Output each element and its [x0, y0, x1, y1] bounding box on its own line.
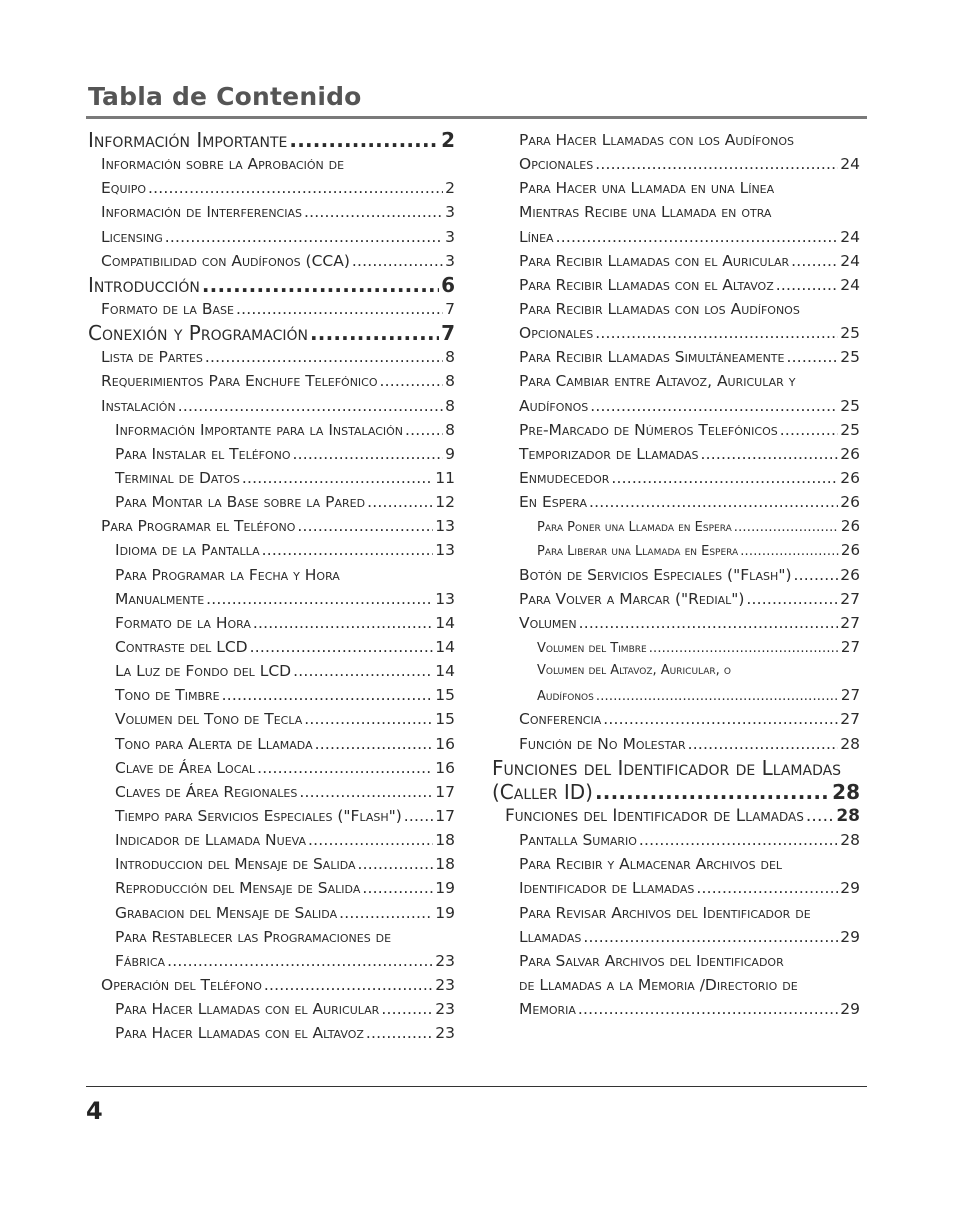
toc-entry-line: Mientras Recibe una Llamada en otra	[519, 203, 772, 222]
toc-entry[interactable]: Función de No Molestar ..... 28	[492, 732, 860, 756]
page-ref: 26	[840, 541, 860, 560]
page-ref: 7	[445, 299, 455, 318]
toc-entry[interactable]: Fábrica ..... 23	[88, 949, 455, 973]
toc-entry[interactable]: Información de Interferencias ..... 3	[88, 200, 455, 224]
toc-entry-line: Para Hacer una Llamada en una Línea	[519, 179, 775, 198]
toc-entry[interactable]: (Caller ID) ..... 28	[492, 780, 860, 804]
page-ref: 28	[840, 831, 860, 850]
page-ref: 24	[840, 155, 860, 174]
toc-entry-line: Para Recibir y Almacenar Archivos del	[519, 855, 783, 874]
toc-entry-line: Para Programar la Fecha y Hora	[115, 565, 340, 584]
toc-entry[interactable]: Introduccion del Mensaje de Salida ..... 18	[88, 852, 455, 876]
toc-entry[interactable]: Lista de Partes ..... 8	[88, 345, 455, 369]
page-ref: 16	[435, 758, 455, 777]
toc-entry[interactable]: Conferencia ..... 27	[492, 707, 860, 731]
toc-entry[interactable]: Llamadas ..... 29	[492, 925, 860, 949]
page-ref: 27	[840, 613, 860, 632]
page-ref: 24	[840, 251, 860, 270]
page-ref: 7	[441, 321, 455, 346]
page-number: 4	[86, 1097, 103, 1125]
page-ref: 15	[435, 686, 455, 705]
toc-entry[interactable]: Volumen del Timbre ..... 27	[492, 635, 860, 659]
toc-entry[interactable]: Audífonos ..... 27	[492, 683, 860, 707]
toc-entry[interactable]: Clave de Área Local ..... 16	[88, 756, 455, 780]
page-ref: 13	[435, 517, 455, 536]
page-ref: 14	[435, 637, 455, 656]
page-ref: 29	[840, 927, 860, 946]
toc-entry[interactable]: Claves de Área Regionales ..... 17	[88, 780, 455, 804]
toc-entry[interactable]: Volumen ..... 27	[492, 611, 860, 635]
toc-entry[interactable]: Tono para Alerta de Llamada ..... 16	[88, 732, 455, 756]
page-ref: 23	[435, 951, 455, 970]
page-ref: 26	[840, 493, 860, 512]
toc-entry[interactable]: Información Importante para la Instalación ..... 8	[88, 418, 455, 442]
page-ref: 18	[435, 855, 455, 874]
toc-entry[interactable]: Información Importante ..... 2	[88, 128, 455, 152]
toc-entry[interactable]: Volumen del Tono de Tecla ..... 15	[88, 707, 455, 731]
page-ref: 14	[435, 613, 455, 632]
toc-entry[interactable]: Grabacion del Mensaje de Salida ..... 19	[88, 901, 455, 925]
page-ref: 23	[435, 975, 455, 994]
toc-entry-line: Para Salvar Archivos del Identificador	[519, 951, 784, 970]
toc-entry[interactable]: Tono de Timbre ..... 15	[88, 683, 455, 707]
toc-entry[interactable]: La Luz de Fondo del LCD ..... 14	[88, 659, 455, 683]
toc-entry[interactable]: Identificador de Llamadas ..... 29	[492, 876, 860, 900]
page-ref: 14	[435, 662, 455, 681]
toc-entry[interactable]: Para Volver a Marcar ("Redial") ..... 27	[492, 587, 860, 611]
toc-entry-line: Para Revisar Archivos del Identificador de	[519, 903, 811, 922]
page-ref: 8	[445, 396, 455, 415]
page-ref: 19	[435, 879, 455, 898]
toc-entry[interactable]: Formato de la Hora ..... 14	[88, 611, 455, 635]
toc-entry-line: Información sobre la Aprobación de	[101, 155, 345, 174]
toc-entry[interactable]: Temporizador de Llamadas ..... 26	[492, 442, 860, 466]
toc-entry[interactable]: Instalación ..... 8	[88, 394, 455, 418]
toc-entry[interactable]: Opcionales ..... 24	[492, 152, 860, 176]
page-title: Tabla de Contenido	[88, 82, 362, 111]
toc-entry[interactable]: Para Montar la Base sobre la Pared ..... 12	[88, 490, 455, 514]
toc-entry[interactable]: Para Hacer Llamadas con el Auricular ..... 23	[88, 997, 455, 1021]
toc-entry[interactable]: Pre-Marcado de Números Telefónicos ..... 25	[492, 418, 860, 442]
toc-entry-line: Para Cambiar entre Altavoz, Auricular y	[519, 372, 796, 391]
page-ref: 28	[840, 734, 860, 753]
page-ref: 16	[435, 734, 455, 753]
page-ref: 8	[445, 372, 455, 391]
page-ref: 3	[445, 251, 455, 270]
toc-entry[interactable]: Para Poner una Llamada en Espera ..... 26	[492, 514, 860, 538]
toc-entry[interactable]: En Espera ..... 26	[492, 490, 860, 514]
page-ref: 8	[445, 420, 455, 439]
page-ref: 26	[840, 517, 860, 536]
page-ref: 27	[840, 637, 860, 656]
toc-entry[interactable]: Formato de la Base ..... 7	[88, 297, 455, 321]
toc-entry[interactable]: Idioma de la Pantalla ..... 13	[88, 538, 455, 562]
toc-entry[interactable]: Introducción ..... 6	[88, 273, 455, 297]
toc-entry[interactable]: Funciones del Identificador de Llamadas ..... 28	[492, 804, 860, 828]
page-ref: 24	[840, 227, 860, 246]
toc-right-column	[492, 128, 860, 1021]
page-ref: 15	[435, 710, 455, 729]
toc-entry[interactable]: Enmudecedor ..... 26	[492, 466, 860, 490]
page-ref: 27	[840, 589, 860, 608]
page-ref: 13	[435, 589, 455, 608]
title-rule	[86, 116, 867, 119]
toc-entry[interactable]: Botón de Servicios Especiales ("Flash") ..... 26	[492, 563, 860, 587]
toc-entry[interactable]: Para Hacer Llamadas con el Altavoz ..... 23	[88, 1021, 455, 1045]
footer-rule	[86, 1086, 867, 1087]
toc-entry[interactable]: Opcionales ..... 25	[492, 321, 860, 345]
toc-entry[interactable]: Para Instalar el Teléfono ..... 9	[88, 442, 455, 466]
toc-entry-line: de Llamadas a la Memoria /Directorio de	[519, 975, 798, 994]
page-ref: 17	[435, 806, 455, 825]
page-ref: 17	[435, 782, 455, 801]
page-ref: 3	[445, 227, 455, 246]
page-ref: 29	[840, 1000, 860, 1019]
page-ref: 13	[435, 541, 455, 560]
toc-entry[interactable]: Equipo ..... 2	[88, 176, 455, 200]
toc-entry[interactable]: Reproducción del Mensaje de Salida ..... 19	[88, 876, 455, 900]
page-ref: 25	[840, 348, 860, 367]
page-ref: 9	[445, 444, 455, 463]
page-ref: 25	[840, 420, 860, 439]
toc-entry[interactable]: Licensing ..... 3	[88, 225, 455, 249]
page-ref: 26	[840, 565, 860, 584]
toc-entry[interactable]: Para Recibir Llamadas con el Altavoz ..... 24	[492, 273, 860, 297]
toc-entry-line: Volumen del Altavoz, Auricular, o	[537, 663, 732, 679]
toc-entry[interactable]: Para Recibir Llamadas Simultáneamente ..... 25	[492, 345, 860, 369]
page-ref: 6	[441, 272, 455, 297]
page-ref: 27	[840, 710, 860, 729]
page-ref: 12	[435, 493, 455, 512]
page-ref: 28	[832, 779, 860, 804]
toc-entry-line: Para Recibir Llamadas con los Audífonos	[519, 299, 800, 318]
toc-entry[interactable]: Para Recibir Llamadas con el Auricular ..... 24	[492, 249, 860, 273]
toc-entry-line: Para Restablecer las Programaciones de	[115, 927, 392, 946]
page-ref: 25	[840, 396, 860, 415]
toc-entry[interactable]: Compatibilidad con Audífonos (CCA) ..... 3	[88, 249, 455, 273]
toc-entry[interactable]: Para Liberar una Llamada en Espera ..... 26	[492, 538, 860, 562]
toc-entry[interactable]: Contraste del LCD ..... 14	[88, 635, 455, 659]
page-ref: 25	[840, 324, 860, 343]
toc-entry[interactable]: Tiempo para Servicios Especiales ("Flash") ..... 17	[88, 804, 455, 828]
page-ref: 28	[836, 805, 860, 826]
page-ref: 2	[445, 179, 455, 198]
toc-entry[interactable]: Para Programar el Teléfono ..... 13	[88, 514, 455, 538]
toc-entry[interactable]: Manualmente ..... 13	[88, 587, 455, 611]
page-ref: 29	[840, 879, 860, 898]
page-ref: 8	[445, 348, 455, 367]
page-ref: 27	[840, 686, 860, 705]
toc-entry-line: Para Hacer Llamadas con los Audífonos	[519, 131, 794, 149]
toc-entry[interactable]: Memoria ..... 29	[492, 997, 860, 1021]
toc-entry[interactable]: Pantalla Sumario ..... 28	[492, 828, 860, 852]
toc-entry[interactable]: Terminal de Datos ..... 11	[88, 466, 455, 490]
page-ref: 19	[435, 903, 455, 922]
toc-entry[interactable]: Audífonos ..... 25	[492, 394, 860, 418]
toc-left-column	[88, 128, 455, 1045]
toc-entry[interactable]: Conexión y Programación ..... 7	[88, 321, 455, 345]
page-ref: 23	[435, 1000, 455, 1019]
page-ref: 23	[435, 1024, 455, 1043]
page-ref: 26	[840, 444, 860, 463]
page-ref: 3	[445, 203, 455, 222]
toc-entry[interactable]: Operación del Teléfono ..... 23	[88, 973, 455, 997]
toc-entry[interactable]: Requerimientos Para Enchufe Telefónico ..... 8	[88, 369, 455, 393]
toc-entry-line: Funciones del Identificador de Llamadas	[492, 755, 842, 780]
page-ref: 24	[840, 275, 860, 294]
toc-entry[interactable]: Indicador de Llamada Nueva ..... 18	[88, 828, 455, 852]
page-ref: 18	[435, 831, 455, 850]
page-ref: 11	[435, 468, 455, 487]
page-ref: 2	[441, 128, 455, 152]
toc-entry[interactable]: Línea ..... 24	[492, 225, 860, 249]
page-ref: 26	[840, 468, 860, 487]
